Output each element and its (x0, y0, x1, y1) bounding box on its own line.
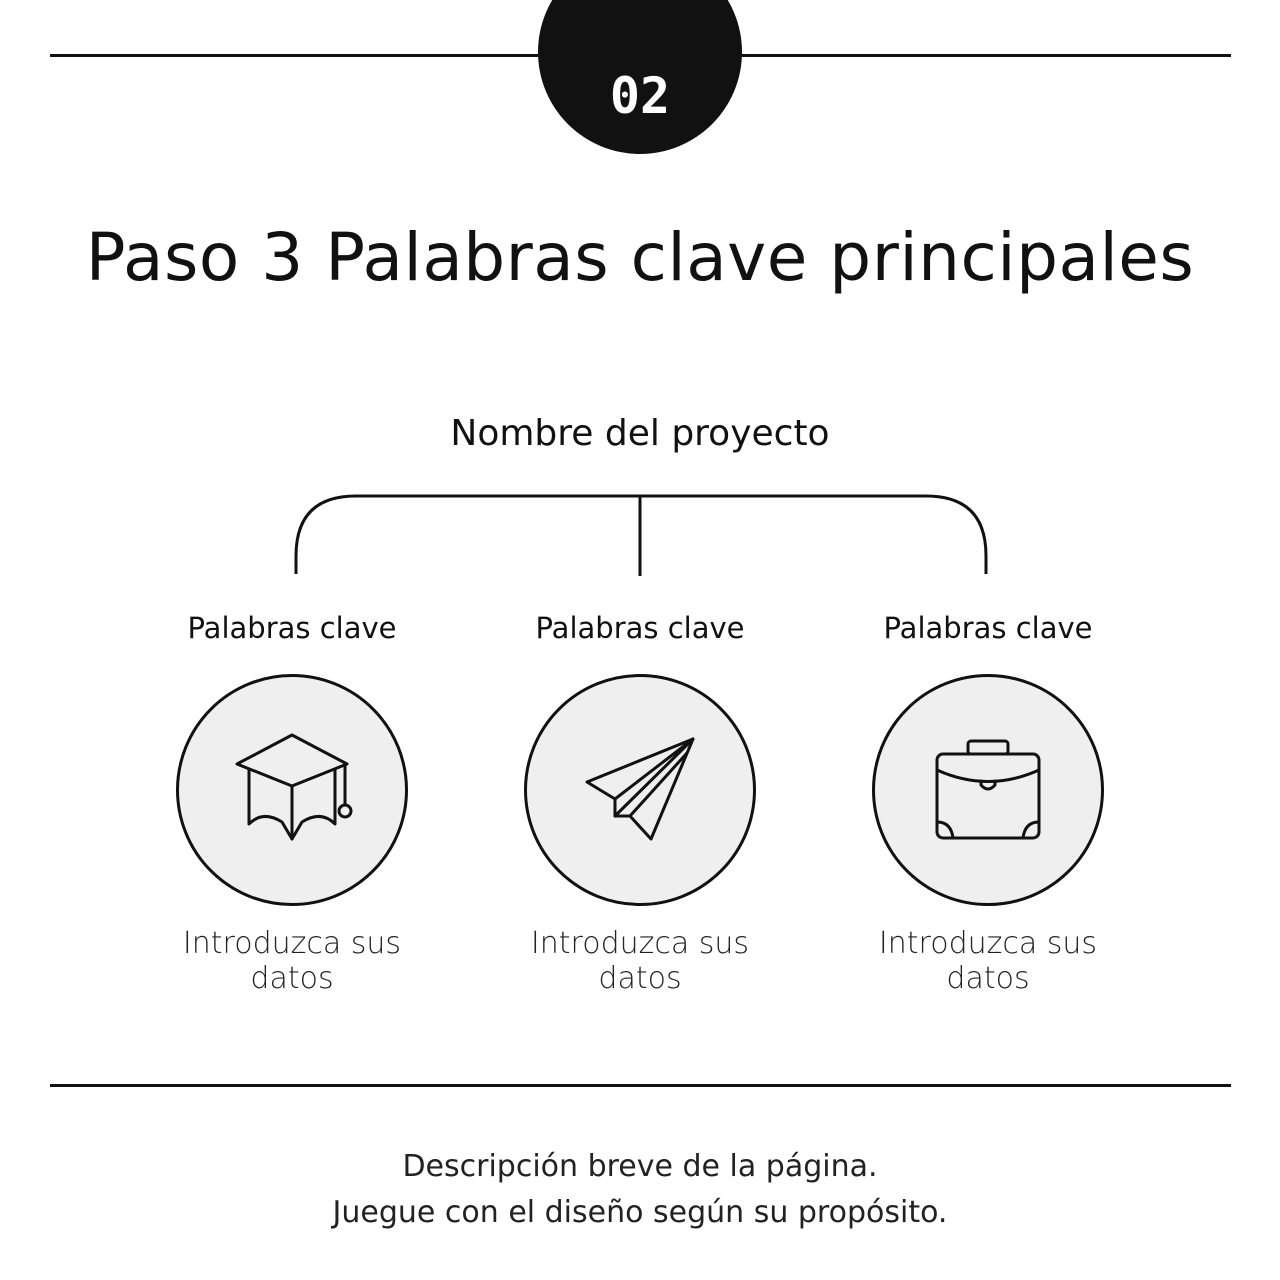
page-title: Paso 3 Palabras clave principales (85, 219, 1195, 296)
branch-title: Palabras clave (883, 611, 1093, 645)
branch-card-1 (122, 608, 462, 996)
root-node-label: Nombre del proyecto (450, 413, 830, 454)
branch-title: Palabras clave (187, 611, 397, 645)
branch-description: Introduzca sus datos (878, 926, 1098, 996)
paper-plane-icon (575, 725, 705, 855)
branch-icon-circle (872, 674, 1104, 906)
branch-description: Introduzca sus datos (182, 926, 402, 996)
footer-line-2: Juegue con el diseño según su propósito. (332, 1195, 948, 1230)
graduation-cap-icon (227, 725, 357, 855)
step-number: 02 (609, 67, 671, 125)
bottom-divider (50, 1084, 1231, 1087)
footer-line-1: Descripción breve de la página. (402, 1149, 878, 1184)
branch-icon-circle (176, 674, 408, 906)
briefcase-icon (923, 725, 1053, 855)
branch-card-3 (818, 608, 1158, 996)
footer-description (0, 1144, 1280, 1236)
branch-icon-circle (524, 674, 756, 906)
branch-description: Introduzca sus datos (530, 926, 750, 996)
branch-card-2 (470, 608, 810, 996)
branch-title: Palabras clave (535, 611, 745, 645)
